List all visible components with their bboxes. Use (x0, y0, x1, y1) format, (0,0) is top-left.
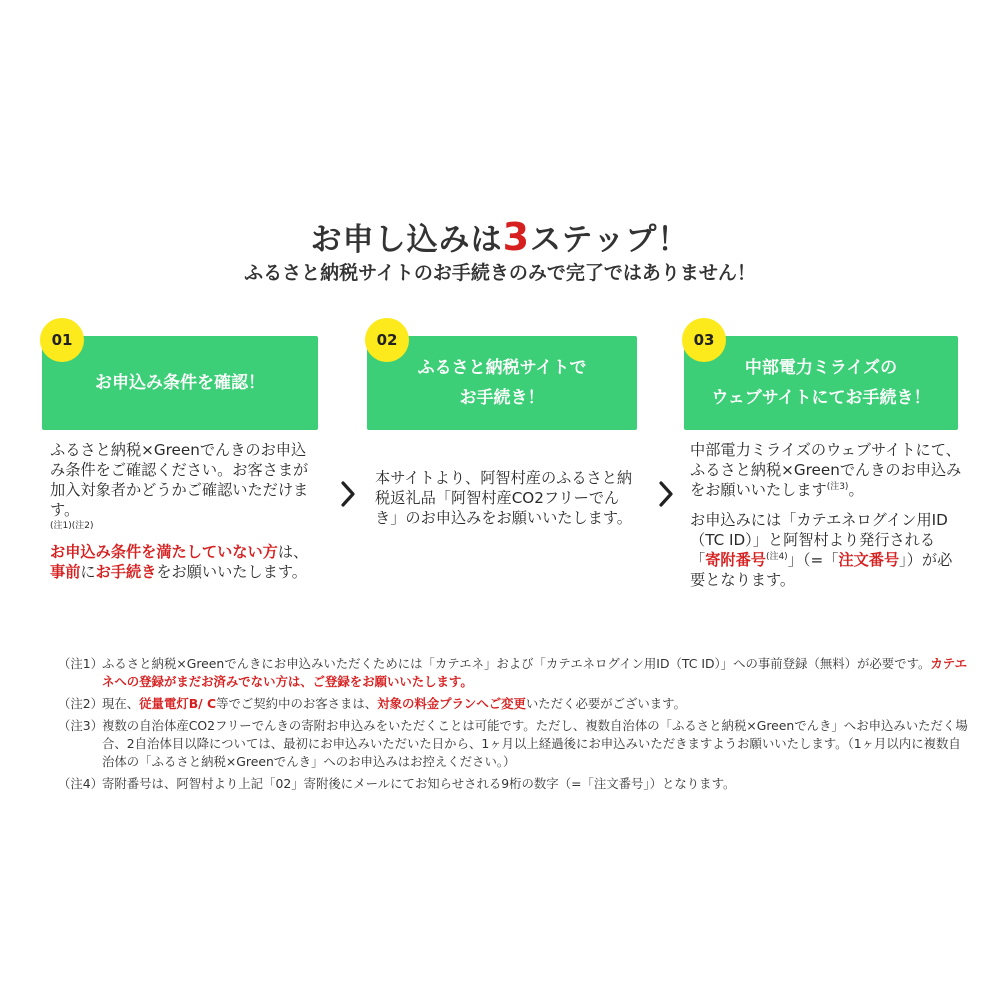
footnote-1-red: カテエネへの登録がまだお済みでない方は、ご登録をお願いいたします。 (102, 656, 968, 689)
step-2-badge: 02 (365, 318, 409, 362)
step-3-donation-number: 寄附番号 (705, 551, 766, 569)
step-1-desc-text: ふるさと納税×Greenでんきのお申込み条件をご確認ください。お客さまが加入対象者かどうかご確認いただけます。 (50, 441, 309, 519)
title-pre: お申し込みは (310, 222, 503, 258)
step-3-note-ref-4: (注4) (765, 551, 788, 562)
step-3-heading-box (684, 336, 958, 430)
step-3-note-ref-3: (注3) (826, 481, 849, 492)
step-2-desc-text: 本サイトより、阿智村産のふるさと納税返礼品「阿智村産CO2フリーでんき」のお申込みをお願いいたします。 (375, 469, 633, 527)
step-3-req-b: 」（=「 (787, 551, 839, 569)
step-1-warning-red-3: お手続き (95, 563, 157, 581)
footnote-1-text: ふるさと納税×Greenでんきにお申込みいただくためには「カテエネ」および「カテエネログイン用ID（TC ID）」への事前登録（無料）が必要です。 (102, 656, 931, 671)
footnote-3-label: （注3） (58, 718, 104, 733)
footnote-3-text: 複数の自治体産CO2フリーでんきの寄附お申込みをいただくことは可能です。ただし、複数自治体の「ふるさと納税×Greenでんき」へお申込みいただく場合、2自治体目以降については、最初にお申込みいただいた日から、1ヶ月以上経過後にお申込みいただきますようお願いいたします。（1ヶ月以内に複数自治体の「ふるさと納税×Greenでんき」へのお申込みはお控えください。） (102, 718, 968, 769)
step-2-heading-box (367, 336, 637, 430)
title-step-count: 3 (502, 215, 531, 259)
footnote-4-label: （注4） (58, 776, 104, 791)
step-1-warning-end: をお願いいたします。 (156, 563, 307, 581)
step-3-badge: 03 (682, 318, 726, 362)
footnote-2-b: 等でご契約中のお客さまは、 (216, 696, 378, 711)
step-1-warning-mid-1: は、 (277, 543, 309, 561)
chevron-right-icon (658, 479, 674, 509)
step-3-desc-end: 。 (848, 481, 864, 499)
footnote-2 (58, 695, 968, 713)
step-3-desc-text: 中部電力ミライズのウェブサイトにて、ふるさと納税×Greenでんきのお申込みをお願いいたします (690, 441, 962, 499)
footnote-2-a: 現在、 (102, 696, 140, 711)
footnote-2-label: （注2） (58, 696, 104, 711)
step-1-warning-mid-2: に (80, 563, 96, 581)
step-1-heading: お申込み条件を確認！ (95, 373, 265, 393)
step-2-description (375, 468, 637, 528)
step-3-req-a: お申込みには「カテエネログイン用ID（TC ID）」と阿智村より発行される「 (690, 511, 948, 569)
step-3-heading-line-2: ウェブサイトにてお手続き！ (711, 388, 931, 408)
footnote-2-c: いただく必要がございます。 (525, 696, 686, 711)
step-2-heading-line-1: ふるさと納税サイトで (417, 358, 587, 378)
step-3-heading-line-1: 中部電力ミライズの (744, 358, 898, 378)
step-1-description (50, 440, 320, 582)
title-post: ステップ！ (530, 222, 690, 258)
step-2-heading-line-2: お手続き！ (459, 388, 545, 408)
step-1-warning-red-1: お申込み条件を満たしていない方 (50, 543, 278, 561)
footnote-3 (58, 717, 968, 771)
footnote-1 (58, 655, 968, 691)
footnote-2-red-2: 対象の料金プランへご変更 (377, 696, 526, 711)
page-subtitle: ふるさと納税サイトのお手続きのみで完了ではありません！ (244, 262, 756, 284)
footnote-2-red-1: 従量電灯B/ C (139, 696, 217, 711)
page-title (0, 214, 1000, 259)
step-3-req-c: 」）が必要となります。 (690, 551, 953, 589)
step-3-order-number: 注文番号 (838, 551, 900, 569)
step-1-note-ref: (注1)(注2) (50, 521, 94, 531)
step-3-description (690, 440, 962, 590)
footnote-4-text: 寄附番号は、阿智村より上記「02」寄附後にメールにてお知らせされる9桁の数字（=「注文番号」）となります。 (102, 776, 736, 791)
step-1-badge: 01 (40, 318, 84, 362)
step-1-heading-box (42, 336, 318, 430)
footnote-4 (58, 775, 968, 793)
footnotes (58, 655, 968, 797)
footnote-1-label: （注1） (58, 656, 104, 671)
chevron-right-icon (340, 479, 356, 509)
step-1-warning-red-2: 事前 (50, 563, 81, 581)
